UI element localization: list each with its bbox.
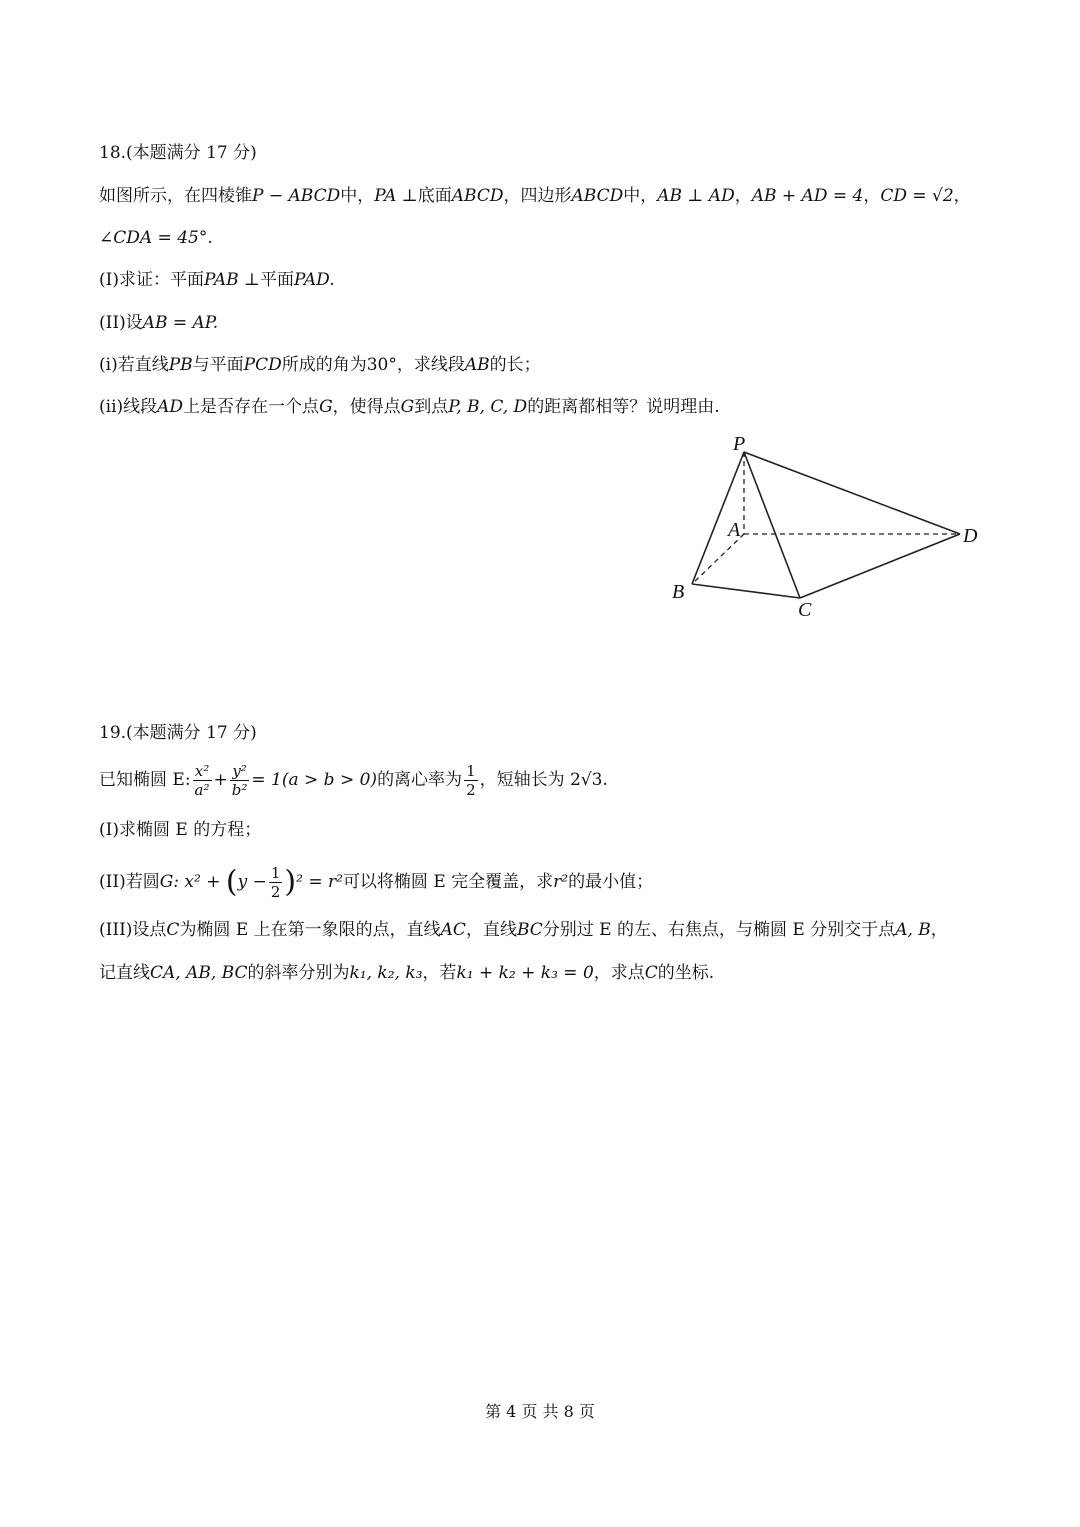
- label-D: D: [963, 525, 978, 547]
- q18-part2: (II)设AB = AP.: [99, 313, 219, 333]
- q19-part3-line1: (III)设点C为椭圆 E 上在第一象限的点，直线AC，直线BC分别过 E 的左、右焦点，与椭圆 E 分别交于点A, B，: [99, 920, 948, 940]
- q18-part2-i: (i)若直线PB与平面PCD所成的角为30°，求线段AB的长；: [99, 355, 541, 375]
- q18-header: 18.(本题满分 17 分): [99, 143, 257, 163]
- q19-part2: (II)若圆G: x² + (y − $\frac{1}{2}$ )² = r²可以将椭圆 E 完全覆盖，求r²的最小值；: [99, 864, 654, 901]
- q19-part1: (I)求椭圆 E 的方程；: [99, 820, 262, 840]
- edge-AB-hidden: [692, 534, 744, 584]
- edge-CD: [800, 534, 960, 598]
- fraction-y2-b2: $\frac{\text{y²}}{\text{b²}}$: [231, 762, 248, 799]
- q18-part2-ii: (ii)线段AD上是否存在一个点G，使得点G到点P, B, C, D的距离都相等？说明理由.: [99, 397, 720, 417]
- q18-part1: (I)求证：平面PAB ⊥平面PAD.: [99, 270, 335, 290]
- edge-PC: [744, 452, 800, 598]
- fraction-x2-a2: $\frac{\text{x²}}{\text{a²}}$: [194, 762, 210, 799]
- label-B: B: [672, 581, 685, 603]
- q19-header: 19.(本题满分 17 分): [99, 723, 257, 743]
- q18-stem-line2: ∠CDA = 45°.: [99, 228, 213, 248]
- label-A: A: [728, 519, 741, 541]
- label-P: P: [733, 433, 746, 455]
- page-footer: 第 4 页 共 8 页: [485, 1402, 595, 1421]
- edge-PD: [744, 452, 960, 534]
- label-C: C: [798, 599, 812, 621]
- fraction-one-half: $\frac{1}{2}$: [466, 762, 476, 799]
- pyramid-figure: [660, 428, 990, 623]
- q19-part3-line2: 记直线CA, AB, BC的斜率分别为k₁, k₂, k₃，若k₁ + k₂ + k₃ = 0，求点C的坐标.: [99, 963, 715, 983]
- q18-stem-line1: 如图所示，在四棱锥P − ABCD中，PA ⊥底面ABCD，四边形ABCD中，AB ⊥ AD，AB + AD = 4，CD = √2，: [99, 186, 971, 206]
- q19-stem: 已知椭圆 E: $\frac{\text{x²}}{\text{a²}}$ + $\frac{\text{y²}}{\text{b²}}$ = 1(a > b > 0)的离心率为 $\frac{1}{2}$ ，短轴长为 2√3.: [99, 762, 608, 799]
- edge-PB: [692, 452, 744, 584]
- edge-BC: [692, 584, 800, 598]
- fraction-one-half-circle: $\frac{1}{2}$: [270, 864, 281, 901]
